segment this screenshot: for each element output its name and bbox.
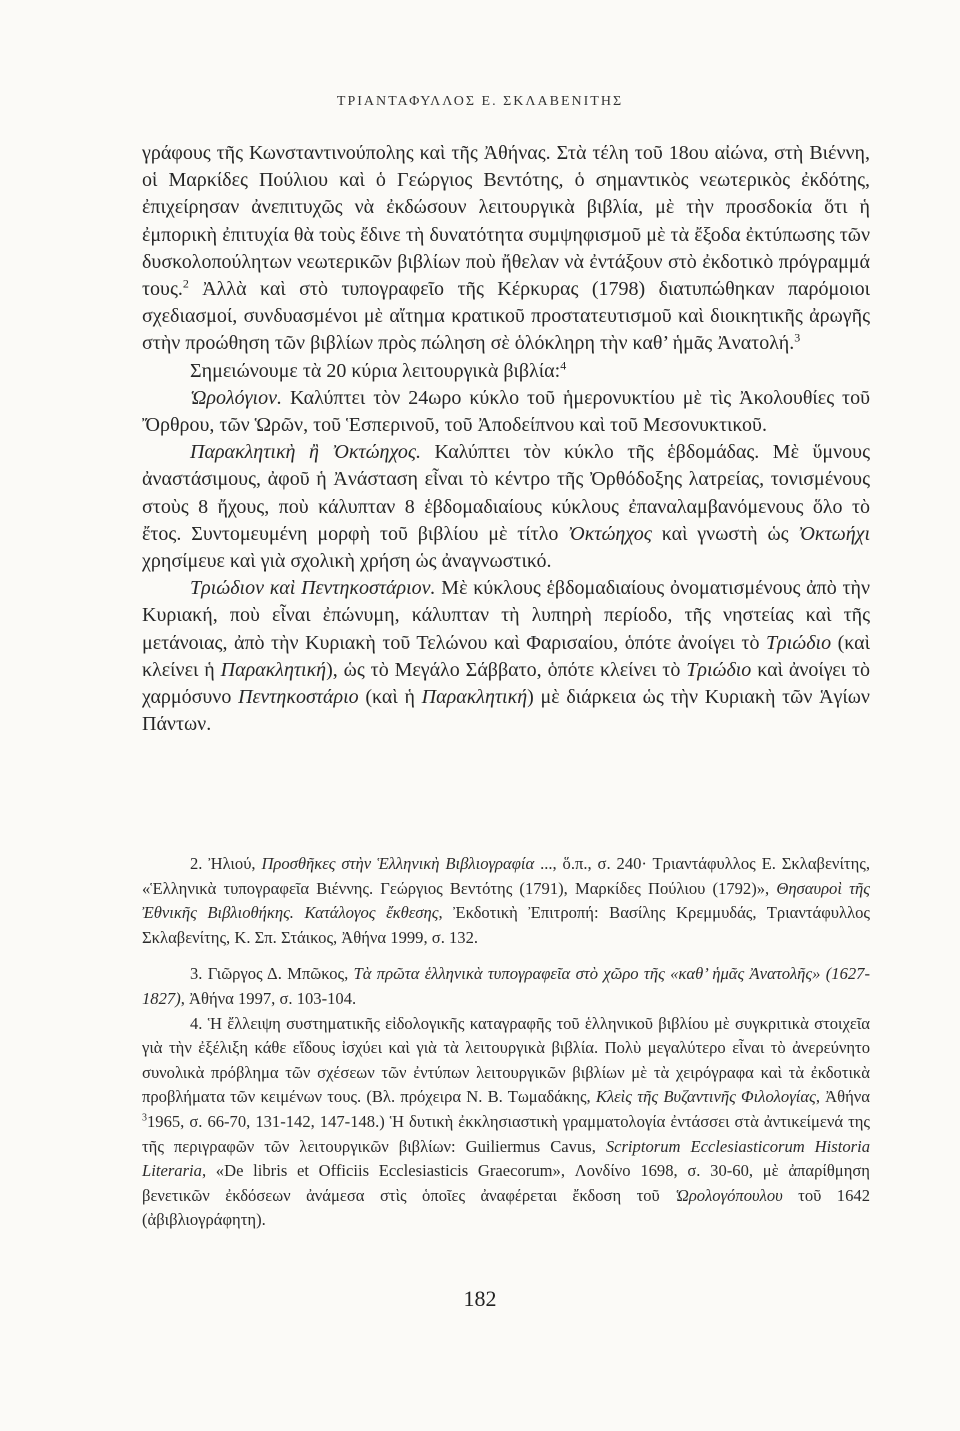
footnote-ref-3[interactable]: 3 [794, 330, 801, 345]
footnote-3: 3. Γιῶργος Δ. Μπῶκος, Τὰ πρῶτα ἑλληνικὰ τυπογραφεῖα στὸ χῶρο τῆς «καθ’ ἡμᾶς Ἀνατολῆς» (1627-1827), Ἀθήνα 1997, σ. 103-104. [142, 964, 870, 1008]
running-header: ΤΡΙΑΝΤΑΦΥΛΛΟΣ Ε. ΣΚΛΑΒΕΝΙΤΗΣ [336, 94, 624, 109]
footnote-ref-2[interactable]: 2 [182, 276, 189, 291]
main-text [142, 140, 870, 738]
entry-parakletike: Παρακλητικὴ ἢ Ὀκτώηχος. Καλύπτει τὸν κύκλο τῆς ἑβδομάδας. Μὲ ὕμνους ἀναστάσιμους, ἀφοῦ ἡ Ἀνάσταση εἶναι τὸ κέντρο τῆς Ὀρθόδοξης λατρείας, τονισμένους στοὺς 8 ἤχους, ποὺ κάλυπταν 8 ἑβδομαδιαίους κύκλους ἐπαναλαμβανόμενους ὅλο τὸ ἔτος. Συντομευμένη μορφὴ τοῦ βιβλίου μὲ τίτλο Ὀκτώηχος καὶ γνωστὴ ὡς Ὀκτωήχι χρησίμευε καὶ γιὰ σχολικὴ χρήση ὡς ἀναγνωστικό. [142, 441, 871, 573]
paragraph-1: γράφους τῆς Κωνσταντινούπολης καὶ τῆς Ἀθήνας. Στὰ τέλη τοῦ 18ου αἰώνα, στὴ Βιέννη, οἱ Μαρκίδες Πούλιου καὶ ὁ Γεώργιος Βεντότης, ὁ σημαντικὸς νεωτερικὸς ἐκδότης, ἐπιχείρησαν ἀνεπιτυχῶς νὰ ἐκδώσουν λειτουργικὰ βιβλία, μὲ τὴν προσδοκία ὅτι ἡ ἐμπορικὴ ἐπιτυχία θὰ τοὺς ἔδινε τὴ δυνατότητα συμψηφισμοῦ μὲ τὰ ἔξοδα ἐκτύπωσης τῶν δυσκολοπούλητων νεωτερικῶν βιβλίων ποὺ ἤθελαν νὰ ἐντάξουν στὸ ἐκδοτικὸ πρόγραμμά τους.$^2$ Ἀλλὰ καὶ στὸ τυπογραφεῖο τῆς Κέρκυρας (1798) διατυπώθηκαν παρόμοιοι σχεδιασμοί, συνδυασμένοι μὲ αἴτημα κρατικοῦ προστατευτισμοῦ καὶ διοικητικῆς ἀρωγῆς στὴν προώθηση τῶν βιβλίων πρὸς πώληση σὲ ὁλόκληρη τὴν καθ’ ἡμᾶς Ἀνατολή.$^3$ [142, 142, 870, 355]
footnote-2: 2. Ἠλιού, Προσθῆκες στὴν Ἑλληνικὴ Βιβλιογραφία ..., ὅ.π., σ. 240· Τριαντάφυλλος Ε. Σκλαβενίτης, «Ἑλληνικὰ τυπογραφεῖα Βιέννης. Γεώργιος Βεντότης (1791), Μαρκίδες Πούλιου (1792)», Θησαυροὶ τῆς Ἐθνικῆς Βιβλιοθήκης. Κατάλογος ἔκθεσης, Ἐκδοτικὴ Ἐπιτροπή: Βασίλης Κρεμμυδάς, Τριαντάφυλλος Σκλαβενίτης, Κ. Σπ. Στάικος, Ἀθήνα 1999, σ. 132. [142, 854, 870, 947]
entry-title: Ὡρολόγιον. [190, 386, 282, 409]
entry-triodion: Τριώδιον καὶ Πεντηκοστάριον. Μὲ κύκλους ἑβδομαδιαίους ὀνοματισμένους ἀπὸ τὴν Κυριακή, ποὺ εἶναι ἐπώνυμη, κάλυπταν τὴ λυπηρὴ περίοδο, τῆς νηστείας καὶ τῆς μετάνοιας, ἀπὸ τὴν Κυριακὴ τοῦ Τελώνου καὶ Φαρισαίου, ὁπότε ἀνοίγει τὸ Τριώδιο (καὶ κλείνει ἡ Παρακλητική), ὡς τὸ Μεγάλο Σάββατο, ὁπότε κλείνει τὸ Τριώδιο καὶ ἀνοίγει τὸ χαρμόσυνο Πεντηκοστάριο (καὶ ἡ Παρακλητική) μὲ διάρκεια ὡς τὴν Κυριακὴ τῶν Ἁγίων Πάντων. [142, 577, 871, 736]
page-number: 182 [463, 1286, 497, 1311]
footnote-ref-4[interactable]: 4 [560, 357, 567, 372]
footnotes [142, 852, 870, 1233]
footnote-4: 4. Ἡ ἔλλειψη συστηματικῆς εἰδολογικῆς καταγραφῆς τοῦ ἑλληνικοῦ βιβλίου μὲ συγκριτικὰ στοιχεῖα γιὰ τὴν ἐξέλιξη κάθε εἴδους ἰσχύει καὶ γιὰ τὰ λειτουργικὰ βιβλία. Πολὺ μεγαλύτερο εἶναι τὸ ἀνερεύνητο συνολικὰ πρόβλημα τῶν σχέσεων τῶν ἐντύπων λειτουργικῶν βιβλίων μὲ τὰ χειρόγραφα καὶ τὰ ἐκδοτικὰ προβλήματα τῶν κειμένων τους. (Βλ. πρόχειρα Ν. Β. Τωμαδάκης, Κλεὶς τῆς Βυζαντινῆς Φιλολογίας, Ἀθήνα $^3$1965, σ. 66-70, 131-142, 147-148.) Ἡ δυτικὴ ἐκκλησιαστικὴ γραμματολογία ἐντάσσει στὰ ἀντικείμενά της τῆς περιγραφῶν τῶν λειτουργικῶν βιβλίων: Guiliermus Cavus, Scriptorum Ecclesiasticorum Historia Literaria, «De libris et Officiis Ecclesiasticis Graecorum», Λονδίνο 1698, σ. 30-60, μὲ ἀπαρίθμηση βενετικῶν ἐκδόσεων ἀνάμεσα στὶς ὁποῖες ἀναφέρεται ἔκδοση τοῦ Ὡρολογόπουλου τοῦ 1642 (ἀβιβλιογράφητη). [142, 1013, 871, 1230]
entry-horologion: Ὡρολόγιον. Καλύπτει τὸν 24ωρο κύκλο τοῦ ἡμερονυκτίου μὲ τὶς Ἀκολουθίες τοῦ Ὄρθρου, τῶν Ὡρῶν, τοῦ Ἑσπερινοῦ, τοῦ Ἀποδείπνου καὶ τοῦ Μεσονυκτικοῦ. [142, 386, 870, 437]
paragraph-2: Σημειώνουμε τὰ 20 κύρια λειτουργικὰ βιβλία:$^4$ [190, 357, 567, 382]
entry-title: Τριώδιον καὶ Πεντηκοστάριον. [190, 577, 436, 600]
entry-title: Παρακλητικὴ ἢ Ὀκτώηχος. [190, 441, 421, 464]
